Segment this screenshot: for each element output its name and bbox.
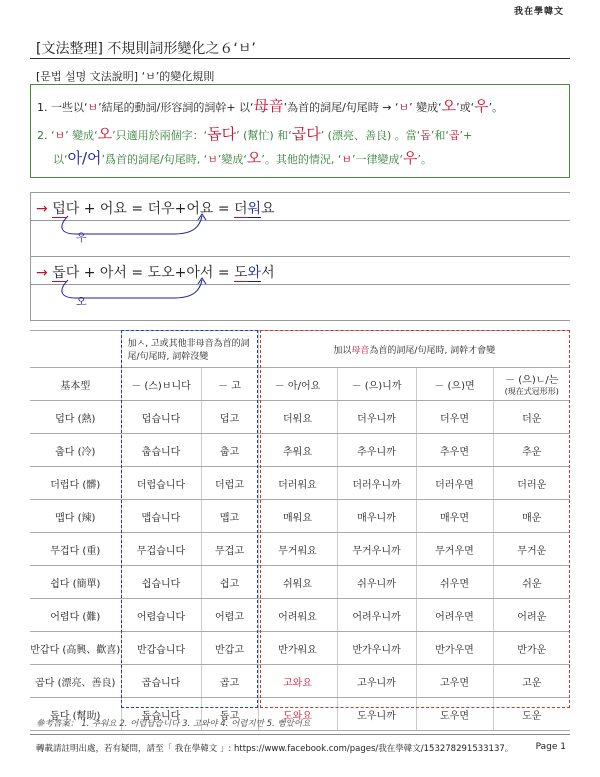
conjugation-cell: 어려우니까: [337, 599, 416, 632]
arrow-icon: →: [36, 201, 48, 217]
conjugation-cell: 도운: [493, 698, 570, 731]
group-right-text: 加以: [333, 345, 352, 356]
example-1-note: 우: [76, 231, 87, 244]
rule-highlight: 아/어: [67, 149, 102, 167]
base-form-cell: 춥다 (冷): [30, 434, 121, 467]
table-group-header: [30, 331, 570, 368]
rule-text: ’一律變成‘: [352, 153, 404, 166]
conjugation-cell: 반가워요: [258, 632, 337, 665]
conjugation-cell: 무거워요: [258, 533, 337, 566]
group-right-label: [258, 331, 570, 368]
group-left-text: 加ㅅ, 고或其他非母音為首的詞尾/句尾時, 詞幹沒變: [127, 339, 250, 362]
conjugation-cell: 더운: [493, 401, 570, 434]
conjugation-cell: 무거운: [493, 533, 570, 566]
table-row: [30, 665, 570, 698]
table-header-row: [30, 368, 570, 401]
divider: [30, 256, 570, 257]
rule-highlight: ㅂ: [54, 129, 66, 142]
conjugation-cell: 돕고: [201, 698, 258, 731]
examples-area: [30, 192, 570, 320]
arrow-icon: →: [36, 265, 48, 281]
table-row: [30, 401, 570, 434]
example-text: 다 + 아서 = 도오+아서 =: [65, 265, 235, 281]
table-row: [30, 500, 570, 533]
rule-text: 1. 一些以‘: [37, 101, 88, 114]
rule-highlight: 우: [403, 149, 418, 167]
example-text: 요: [261, 201, 275, 217]
footer-divider: [30, 734, 570, 735]
rule-text: ’為首的詞尾/句尾時 → ‘: [283, 101, 399, 114]
conjugation-cell: 고와요: [258, 665, 337, 698]
conjugation-cell: 반가우니까: [337, 632, 416, 665]
conjugation-cell: 더러운: [493, 467, 570, 500]
conjugation-cell: 더러우면: [416, 467, 493, 500]
example-2-note: 오: [76, 295, 87, 308]
rule-text: 2. ‘: [37, 129, 55, 142]
conjugation-cell: 어려우면: [416, 599, 493, 632]
brand-mark: 我在學韓文: [513, 7, 564, 17]
conjugation-cell: 쉬우면: [416, 566, 493, 599]
table-body: [30, 401, 570, 731]
conjugation-cell: 더우면: [416, 401, 493, 434]
group-right-text: 為首的詞尾/句尾時, 詞幹才會變: [369, 345, 496, 356]
conjugation-cell: 무겁습니다: [121, 533, 201, 566]
table-header-cell: － 아/어요: [258, 368, 337, 401]
table-header-cell: － 고: [201, 368, 258, 401]
conjugation-cell: 고우니까: [337, 665, 416, 698]
conjugation-cell: 더러워요: [258, 467, 337, 500]
base-form-cell: 곱다 (漂亮、善良): [30, 665, 121, 698]
conjugation-cell: 어려운: [493, 599, 570, 632]
conjugation-cell: 더러우니까: [337, 467, 416, 500]
rule-highlight: 곱: [448, 129, 460, 142]
conjugation-cell: 쉬워요: [258, 566, 337, 599]
base-form-cell: 덥다 (熱): [30, 401, 121, 434]
conjugation-cell: 도우니까: [337, 698, 416, 731]
rule-text: ’爲首的詞尾/句尾時, ‘: [101, 153, 208, 166]
conjugation-cell: 덥습니다: [121, 401, 201, 434]
rule-3: [53, 147, 432, 168]
example-stem: 돕: [52, 265, 66, 281]
conjugation-cell: 쉬운: [493, 566, 570, 599]
rule-text: ’變成‘: [217, 153, 247, 166]
conjugation-cell: 매우면: [416, 500, 493, 533]
conjugation-cell: 도우면: [416, 698, 493, 731]
example-text: 서: [261, 265, 275, 281]
section-subtitle: [문법 설명 文法說明] ‘ㅂ’的變化規則: [36, 70, 215, 83]
rule-text: 以‘: [53, 153, 68, 166]
conjugation-cell: 더럽고: [201, 467, 258, 500]
conjugation-cell: 추워요: [258, 434, 337, 467]
conjugation-cell: 쉬우니까: [337, 566, 416, 599]
rule-text: ’ 變成‘: [409, 101, 442, 114]
table-cell: [30, 331, 121, 368]
table-header-cell: 基本型: [30, 368, 121, 401]
rule-highlight: 돕: [420, 129, 431, 142]
rule-text: ’。: [488, 101, 504, 114]
conjugation-cell: 고우면: [416, 665, 493, 698]
conjugation-cell: 맵습니다: [121, 500, 201, 533]
example-result-highlight: 와: [247, 265, 262, 281]
conjugation-cell: 돕습니다: [121, 698, 201, 731]
conjugation-cell: 반가운: [493, 632, 570, 665]
example-stem: 덥: [52, 201, 66, 217]
conjugation-cell: 추우니까: [337, 434, 416, 467]
rule-text: ’或‘: [456, 101, 475, 114]
base-form-cell: 무겁다 (重): [30, 533, 121, 566]
rule-highlight: ㅂ: [341, 153, 353, 166]
table-row: [30, 434, 570, 467]
table-row: [30, 566, 570, 599]
group-left-label: [121, 331, 258, 368]
divider: [30, 192, 31, 320]
rule-highlight: ㅂ: [87, 101, 99, 114]
conjugation-cell: 무거우니까: [337, 533, 416, 566]
base-form-cell: 맵다 (辣): [30, 500, 121, 533]
rule-1: [37, 95, 503, 116]
conjugation-cell: 무거우면: [416, 533, 493, 566]
conjugation-cell: 도와요: [258, 698, 337, 731]
rule-text: ’ (幫忙) 和‘: [236, 129, 292, 142]
table-header-cell: － (으)니까: [337, 368, 416, 401]
divider: [30, 320, 570, 321]
rule-text: ’。: [417, 153, 433, 166]
title-divider: [30, 58, 570, 59]
conjugation-cell: 반갑습니다: [121, 632, 201, 665]
example-text: 다 + 어요 = 더우+어요 =: [65, 201, 235, 217]
conjugation-cell: 덥고: [201, 401, 258, 434]
table-header-cell: [493, 368, 570, 401]
rule-highlight: 우: [474, 97, 489, 115]
conjugation-cell: 춥습니다: [121, 434, 201, 467]
conjugation-cell: 무겁고: [201, 533, 258, 566]
table-header-text: － (으)ㄴ/는: [505, 375, 559, 386]
table-row: [30, 533, 570, 566]
page-number: Page 1: [535, 742, 566, 752]
footer-note: 轉載請註明出處，若有疑問，請至「 我在學韓文 」: https://www.facebook.com/pages/我在學韓文/153278291533137。: [36, 744, 514, 754]
conjugation-cell: 추우면: [416, 434, 493, 467]
conjugation-cell: 더럽습니다: [121, 467, 201, 500]
conjugation-cell: 매워요: [258, 500, 337, 533]
rule-text: ’結尾的動詞/形容詞的詞幹+ 以‘: [98, 101, 254, 114]
rule-text: ’+: [459, 129, 473, 142]
rule-highlight: 오: [97, 125, 113, 143]
rule-highlight: 母音: [253, 97, 284, 115]
conjugation-cell: 매우니까: [337, 500, 416, 533]
conjugation-cell: 춥고: [201, 434, 258, 467]
table-row: [30, 632, 570, 665]
conjugation-cell: 맵고: [201, 500, 258, 533]
conjugation-cell: 어렵습니다: [121, 599, 201, 632]
rules-box: [30, 84, 570, 178]
rule-2: [37, 123, 472, 144]
answer-key: 參考答案： 1. 추워요 2. 어렵답습니다 3. 고와야 4. 어렵지만 5. 뻠았어요: [36, 719, 311, 729]
conjugation-cell: 어려워요: [258, 599, 337, 632]
conjugation-cell: 곱고: [201, 665, 258, 698]
conjugation-cell: 추운: [493, 434, 570, 467]
group-right-highlight: 母音: [351, 345, 370, 356]
rule-text: ’只適用於兩個字：‘: [112, 129, 208, 142]
rule-text: ’ 變成‘: [65, 129, 98, 142]
example-result-highlight: 워: [247, 201, 262, 217]
rule-highlight: 곱다: [291, 125, 321, 143]
conjugation-cell: 고운: [493, 665, 570, 698]
base-form-cell: 돕다 (幫助): [30, 698, 121, 731]
example-result: 더: [234, 201, 248, 217]
conjugation-cell: 어렵고: [201, 599, 258, 632]
conjugation-table: [30, 330, 570, 731]
conjugation-cell: 쉽습니다: [121, 566, 201, 599]
page-title: [文法整理] 不規則詞形變化之６‘ㅂ’: [36, 41, 256, 57]
base-form-cell: 반갑다 (高興、歡喜): [30, 632, 121, 665]
rule-highlight: ㅂ: [398, 101, 410, 114]
table-header-cell: － (스)ㅂ니다: [121, 368, 201, 401]
base-form-cell: 쉽다 (簡單): [30, 566, 121, 599]
base-form-cell: 어렵다 (難): [30, 599, 121, 632]
rule-text: ’和‘: [430, 129, 449, 142]
divider: [30, 192, 570, 193]
conjugation-cell: 더워요: [258, 401, 337, 434]
base-form-cell: 더럽다 (髒): [30, 467, 121, 500]
example-result: 도: [234, 265, 248, 281]
conjugation-cell: 반가우면: [416, 632, 493, 665]
table-row: [30, 467, 570, 500]
rule-highlight: 돕다: [207, 125, 237, 143]
conjugation-cell: 곱습니다: [121, 665, 201, 698]
conjugation-cell: 매운: [493, 500, 570, 533]
rule-text: ’。其他的情況, ‘: [261, 153, 342, 166]
rule-text: ’ (漂亮、善良) 。當‘: [320, 129, 421, 142]
rule-highlight: ㅂ: [207, 153, 218, 166]
table-header-note: (現在式冠形形): [504, 387, 559, 396]
conjugation-cell: 반갑고: [201, 632, 258, 665]
conjugation-cell: 더우니까: [337, 401, 416, 434]
conjugation-cell: 쉽고: [201, 566, 258, 599]
table-header-cell: － (으)면: [416, 368, 493, 401]
rule-highlight: 오: [441, 97, 457, 115]
rule-highlight: 오: [246, 149, 262, 167]
table-row: [30, 599, 570, 632]
